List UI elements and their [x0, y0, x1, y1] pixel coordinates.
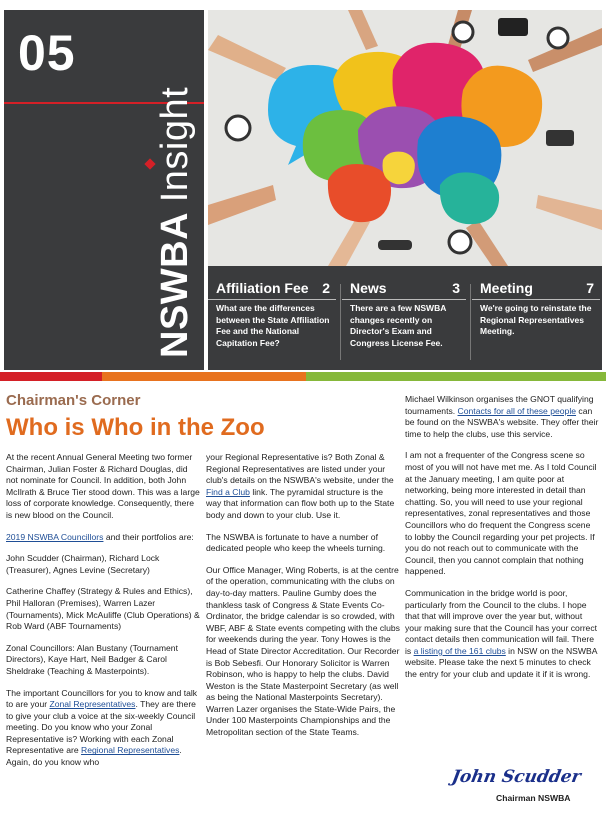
teaser-affiliation-fee[interactable]: [208, 266, 336, 370]
hero-image: [208, 10, 602, 266]
zonal-representatives-link[interactable]: Zonal Representatives: [49, 699, 136, 710]
teaser-title: Meeting: [480, 280, 533, 296]
find-a-club-link[interactable]: Find a Club: [206, 486, 250, 497]
band-orange: [102, 372, 306, 381]
newsletter-title: [154, 87, 197, 358]
paragraph: At the recent Annual General Meeting two former Chairman, Julian Foster & Richard Douglas, did not nominate for Council. In addition, both John McIlrath & Bruce Tier stood down. This was a large loss of corporate knowledge. Consequently, there is new blood on the Council.: [6, 452, 200, 520]
paragraph: Zonal Councillors: Alan Bustany (Tournament Directors), Kaye Hart, Neil Badger & Carol Sheldrake (Teaching & Masterpoints).: [6, 642, 178, 676]
teaser-text: There are a few NSWBA changes recently on Director's Exam and Congress License Fee.: [350, 303, 447, 348]
band-red: [0, 372, 102, 381]
paragraph: your Regional Representative is? Both Zonal & Regional Representatives are listed under your club's details on the NSWBA's website, under the Find a Club link. The pyramidal structure is the way that information can flow both up to the State body and down to your club. Use it.: [206, 452, 395, 520]
paragraph: Catherine Chaffey (Strategy & Rules and Ethics), Phil Halloran (Premises), Warren Lazer (Tournaments), Mick McAuliffe (Club Operations) & Rob Ward (ABF Tournaments): [6, 586, 200, 632]
teaser-divider: [470, 284, 471, 360]
teaser-text: We're going to reinstate the Regional Representatives Meeting.: [480, 303, 592, 336]
paragraph: John Scudder (Chairman), Richard Lock (Treasurer), Agnes Levine (Secretary): [6, 553, 160, 575]
paragraph: Michael Wilkinson organises the GNOT qualifying tournaments. Contacts for all of these people can be found on the NSWBA's website. They offer their time to help the clubs, use this service.: [405, 394, 599, 439]
title-panel: [4, 10, 204, 370]
paragraph: 2019 NSWBA Councillors and their portfolios are:: [6, 531, 194, 542]
speech-bubbles-image: [208, 10, 602, 266]
article-headline: Who is Who in the Zoo: [6, 414, 265, 441]
signature: John Scudder: [450, 767, 583, 787]
paragraph: Communication in the bridge world is poor, particularly from the Council to the clubs. I hope that that will improve over the year but, without your making sure that the Council has your correct contact details then communication will fail. There is a listing of the 161 clubs in NSW on the NSWBA website. Please take the next 5 minutes to check the entry for your club and update it if it is wrong.: [405, 587, 598, 680]
teaser-title: News: [350, 280, 387, 296]
councillors-link[interactable]: 2019 NSWBA Councillors: [6, 531, 104, 542]
section-label: Chairman's Corner: [6, 392, 141, 409]
paragraph: The NSWBA is fortunate to have a number of dedicated people who keep the wheels turning.: [206, 531, 386, 554]
masthead: [4, 10, 602, 370]
signature-title: Chairman NSWBA: [496, 793, 571, 803]
teaser-bar: [208, 266, 602, 370]
article-column-3: [405, 394, 599, 691]
teaser-page: 3: [452, 280, 460, 296]
teaser-meeting[interactable]: [472, 266, 600, 370]
teaser-text: What are the differences between the State Affiliation Fee and the National Capitation Fee?: [216, 303, 330, 348]
issue-number: 05: [18, 25, 76, 81]
band-green: [306, 372, 606, 381]
title-light: Insight: [154, 86, 196, 203]
paragraph: The important Councillors for you to know and talk to are your Zonal Representatives. They are there to give your club a voice at the six-weekly Council meeting. Do you know who your Zonal Representative is? Working with each Zonal Representative are Regional Representatives. Again, do you know who: [6, 687, 198, 768]
teaser-page: 7: [586, 280, 594, 296]
teaser-title: Affiliation Fee: [216, 280, 309, 296]
club-listing-link[interactable]: a listing of the 161 clubs: [413, 645, 506, 656]
teaser-page: 2: [322, 280, 330, 296]
regional-representatives-link[interactable]: Regional Representatives: [81, 745, 180, 756]
teaser-divider: [340, 284, 341, 360]
article-column-1: [6, 452, 200, 779]
paragraph: I am not a frequenter of the Congress scene so most of you will not have met me. As I told Council at the January meeting, I am quite poor at networking, being more interested in detail than chatting. So, you will need to use your regional representatives, zonal representatives and those Councillors who do frequent the Congress scene to lobby the Council regarding your pet projects. If you do not reach out to communicate with the Council, then you cannot complain that nothing happened.: [405, 450, 597, 577]
teaser-news[interactable]: [342, 266, 466, 370]
contacts-link[interactable]: Contacts for all of these people: [457, 405, 577, 416]
title-bold: NSWBA: [154, 213, 196, 358]
article-column-2: [206, 452, 400, 749]
paragraph: Our Office Manager, Wing Roberts, is at the centre of the operation, communicating with the clubs on day-to-day matters. Pauline Gumby does the thankless task of Congress & State Events Co-Ordinator, the bridge calendar is so crowded, with WBF, ABF & State events competing with the clubs for weekends during the year. Tony Howes is the Head of State Director Accreditation. Our Recorder is Bob Sebesfi. Our Honorary Solicitor is Warren Robinson, who is happy to help the clubs. David Weston is the State Masterpoint Secretary (as well as being the National Masterpoints Secretary). Warren Lazer organises the State-Wide Pairs, the Under 100 Masterpoints Championships and the Metropolitan section of the State Teams.: [206, 564, 400, 738]
